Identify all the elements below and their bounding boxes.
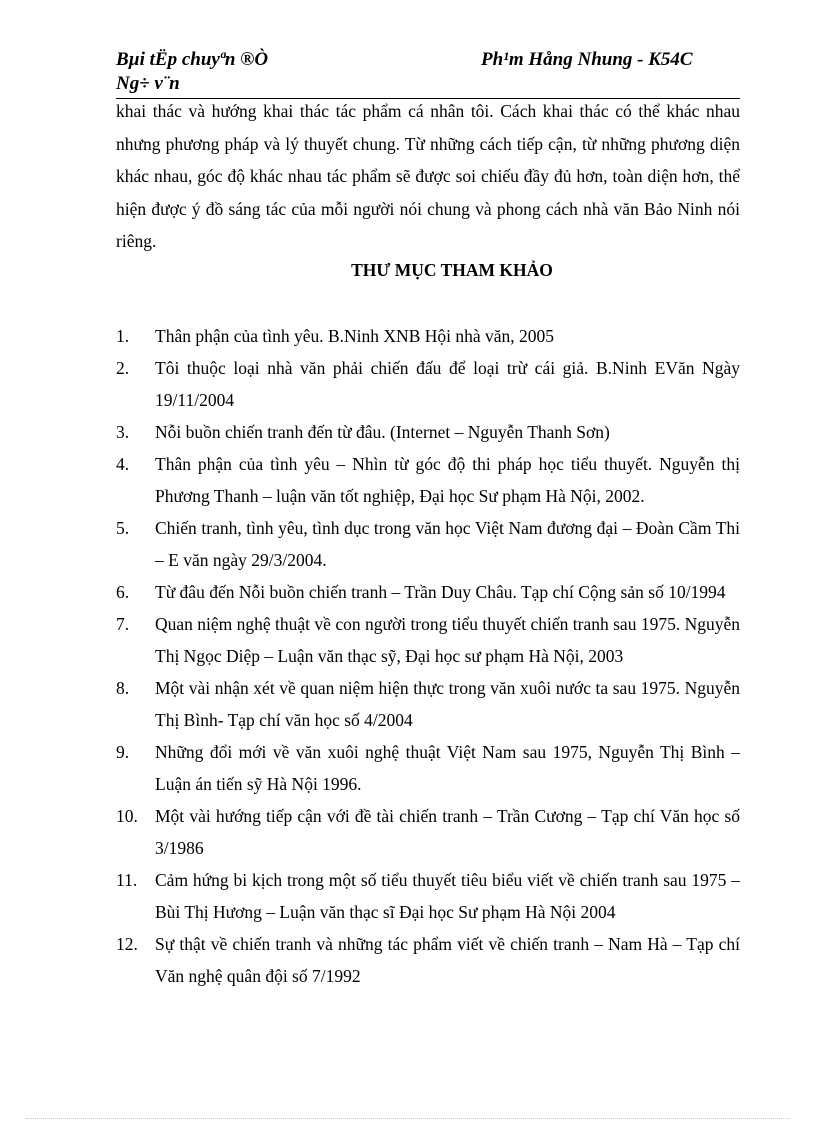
reference-item	[116, 416, 740, 448]
reference-text: Từ đâu đến Nỗi buồn chiến tranh – Trần Duy Châu. Tạp chí Cộng sản số 10/1994	[155, 582, 726, 602]
reference-item	[116, 928, 740, 992]
reference-number: 7.	[116, 614, 130, 634]
reference-text: Chiến tranh, tình yêu, tình dục trong văn học Việt Nam đương đại – Đoàn Cầm Thi – E văn ngày 29/3/2004.	[155, 518, 740, 570]
page-header	[116, 48, 740, 99]
header-subject: Ng÷ v¨n	[116, 73, 180, 94]
reference-text: Thân phận của tình yêu – Nhìn từ góc độ thi pháp học tiểu thuyết. Nguyễn thị Phương Thanh – luận văn tốt nghiệp, Đại học Sư phạm Hà Nội, 2002.	[155, 454, 740, 506]
header-course-title: Bµi tËp chuyªn ®Ò	[116, 49, 269, 70]
page-bottom-divider	[26, 1118, 790, 1119]
reference-text: Một vài nhận xét về quan niệm hiện thực trong văn xuôi nước ta sau 1975. Nguyễn Thị Bình- Tạp chí văn học số 4/2004	[155, 678, 740, 730]
reference-text: Quan niệm nghệ thuật về con người trong tiểu thuyết chiến tranh sau 1975. Nguyễn Thị Ngọc Diệp – Luận văn thạc sỹ, Đại học sư phạm Hà Nội, 2003	[155, 614, 740, 666]
reference-text: Tôi thuộc loại nhà văn phải chiến đấu để loại trừ cái giả. B.Ninh EVăn Ngày 19/11/2004	[155, 358, 740, 410]
reference-text: Một vài hướng tiếp cận với đề tài chiến tranh – Trần Cương – Tạp chí Văn học số 3/1986	[155, 806, 740, 858]
header-course-info	[116, 48, 268, 96]
reference-number: 8.	[116, 678, 130, 698]
reference-item	[116, 512, 740, 576]
intro-paragraph: khai thác và hướng khai thác tác phẩm cá nhân tôi. Cách khai thác có thể khác nhau nhưng phương pháp và lý thuyết chung. Từ những cách tiếp cận, từ những phương diện khác nhau, góc độ khác nhau tác phẩm sẽ được soi chiếu đầy đủ hơn, toàn diện hơn, thể hiện được ý đồ sáng tác của mỗi người nói chung và phong cách nhà văn Bảo Ninh nói riêng.	[116, 101, 740, 252]
section-title: THƯ MỤC THAM KHẢO	[351, 260, 553, 280]
reference-text: Thân phận của tình yêu. B.Ninh XNB Hội nhà văn, 2005	[155, 326, 555, 346]
reference-number: 6.	[116, 582, 130, 602]
reference-item	[116, 320, 740, 352]
reference-item	[116, 576, 740, 608]
reference-text: Cảm hứng bi kịch trong một số tiểu thuyết tiêu biểu viết về chiến tranh sau 1975 – Bùi Thị Hương – Luận văn thạc sĩ Đại học Sư phạm Hà Nội 2004	[155, 870, 740, 922]
reference-text: Những đổi mới về văn xuôi nghệ thuật Việt Nam sau 1975, Nguyễn Thị Bình – Luận án tiến sỹ Hà Nội 1996.	[155, 742, 740, 794]
reference-text: Sự thật về chiến tranh và những tác phẩm viết về chiến tranh – Nam Hà – Tạp chí Văn nghệ quân đội số 7/1992	[155, 934, 740, 986]
reference-item	[116, 864, 740, 928]
reference-item	[116, 736, 740, 800]
reference-item	[116, 800, 740, 864]
reference-number: 11.	[116, 870, 138, 890]
reference-number: 4.	[116, 454, 130, 474]
reference-number: 3.	[116, 422, 130, 442]
reference-item	[116, 608, 740, 672]
reference-item	[116, 672, 740, 736]
reference-number: 12.	[116, 934, 138, 954]
reference-number: 9.	[116, 742, 130, 762]
reference-number: 10.	[116, 806, 138, 826]
header-author: Ph¹m Hång Nhung - K54C	[481, 49, 693, 70]
reference-text: Nỗi buồn chiến tranh đến từ đâu. (Internet – Nguyễn Thanh Sơn)	[155, 422, 610, 442]
reference-number: 2.	[116, 358, 130, 378]
reference-item	[116, 448, 740, 512]
reference-list	[116, 320, 740, 992]
reference-item	[116, 352, 740, 416]
reference-number: 5.	[116, 518, 130, 538]
reference-number: 1.	[116, 326, 130, 346]
